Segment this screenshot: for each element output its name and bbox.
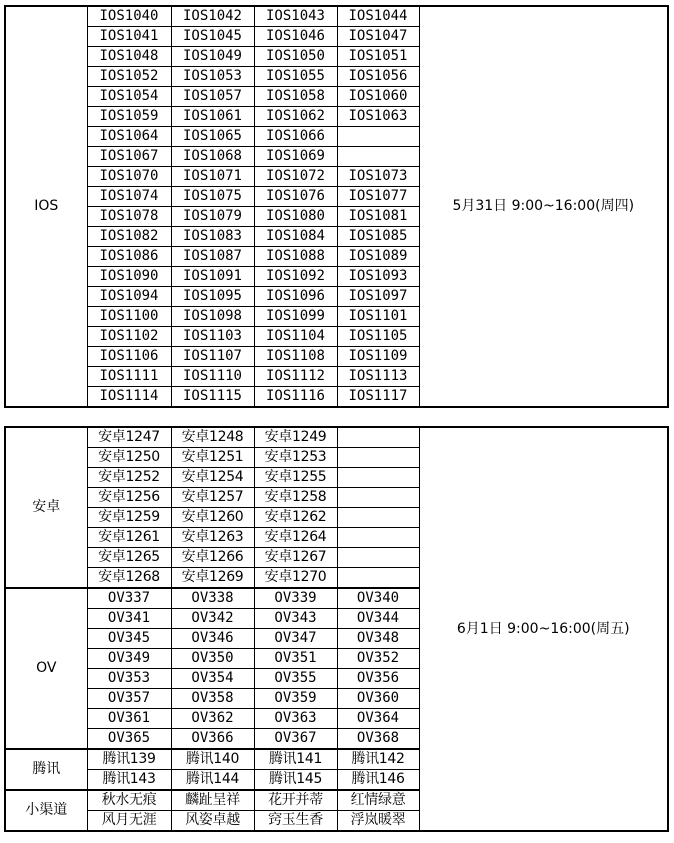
code-cell: 麟趾呈祥 — [171, 790, 254, 811]
code-cell: IOS1050 — [254, 47, 337, 67]
code-cell: OV350 — [171, 649, 254, 669]
code-cell: OV346 — [171, 629, 254, 649]
code-cell: OV341 — [87, 609, 171, 629]
code-cell: 腾讯146 — [337, 770, 419, 791]
code-cell: OV362 — [171, 709, 254, 729]
code-cell: 安卓1267 — [254, 548, 337, 568]
code-cell: 安卓1265 — [87, 548, 171, 568]
code-cell: IOS1107 — [171, 347, 254, 367]
code-cell: 腾讯145 — [254, 770, 337, 791]
code-cell: IOS1079 — [171, 207, 254, 227]
platform-label: 腾讯 — [5, 749, 87, 790]
code-cell: IOS1065 — [171, 127, 254, 147]
code-cell: IOS1110 — [171, 367, 254, 387]
code-cell: 安卓1256 — [87, 488, 171, 508]
code-cell: 风月无涯 — [87, 811, 171, 832]
code-cell: IOS1057 — [171, 87, 254, 107]
code-cell: IOS1111 — [87, 367, 171, 387]
code-cell: IOS1062 — [254, 107, 337, 127]
code-cell: OV366 — [171, 729, 254, 750]
code-cell: 安卓1269 — [171, 568, 254, 589]
code-cell — [337, 427, 419, 448]
platform-label: 安卓 — [5, 427, 87, 588]
code-cell: IOS1085 — [337, 227, 419, 247]
code-cell: IOS1095 — [171, 287, 254, 307]
code-cell: IOS1100 — [87, 307, 171, 327]
code-cell: OV359 — [254, 689, 337, 709]
code-cell: IOS1059 — [87, 107, 171, 127]
table-row — [5, 427, 668, 448]
code-cell: OV364 — [337, 709, 419, 729]
code-cell: OV348 — [337, 629, 419, 649]
code-cell: 安卓1262 — [254, 508, 337, 528]
code-cell: OV353 — [87, 669, 171, 689]
code-cell: IOS1064 — [87, 127, 171, 147]
schedule-date: 5月31日 9:00~16:00(周四) — [419, 6, 668, 407]
code-cell: 安卓1249 — [254, 427, 337, 448]
code-cell — [337, 488, 419, 508]
code-cell: OV343 — [254, 609, 337, 629]
code-cell — [337, 127, 419, 147]
platform-label: OV — [5, 588, 87, 749]
code-cell: 红情绿意 — [337, 790, 419, 811]
code-cell: 安卓1253 — [254, 448, 337, 468]
code-cell: IOS1053 — [171, 67, 254, 87]
code-cell: IOS1105 — [337, 327, 419, 347]
code-cell — [337, 568, 419, 589]
code-cell: IOS1112 — [254, 367, 337, 387]
code-cell: OV361 — [87, 709, 171, 729]
code-cell: IOS1077 — [337, 187, 419, 207]
code-cell — [337, 508, 419, 528]
code-cell: IOS1103 — [171, 327, 254, 347]
code-cell: OV342 — [171, 609, 254, 629]
code-cell: IOS1086 — [87, 247, 171, 267]
code-cell: OV338 — [171, 588, 254, 609]
code-cell: IOS1097 — [337, 287, 419, 307]
platform-label: IOS — [5, 6, 87, 407]
code-cell: IOS1073 — [337, 167, 419, 187]
code-cell: IOS1067 — [87, 147, 171, 167]
code-cell: IOS1082 — [87, 227, 171, 247]
code-cell: IOS1116 — [254, 387, 337, 408]
code-cell: 安卓1261 — [87, 528, 171, 548]
code-cell: IOS1069 — [254, 147, 337, 167]
code-cell: 安卓1264 — [254, 528, 337, 548]
code-cell: IOS1051 — [337, 47, 419, 67]
code-cell: 安卓1259 — [87, 508, 171, 528]
code-cell: IOS1044 — [337, 6, 419, 27]
code-cell: 花开并蒂 — [254, 790, 337, 811]
code-cell: 安卓1250 — [87, 448, 171, 468]
code-cell: IOS1089 — [337, 247, 419, 267]
code-cell: OV360 — [337, 689, 419, 709]
code-cell: 风姿卓越 — [171, 811, 254, 832]
code-cell: IOS1106 — [87, 347, 171, 367]
code-cell: 安卓1251 — [171, 448, 254, 468]
code-cell: IOS1084 — [254, 227, 337, 247]
code-cell: IOS1092 — [254, 267, 337, 287]
code-cell: 安卓1255 — [254, 468, 337, 488]
code-cell: 腾讯143 — [87, 770, 171, 791]
code-cell: IOS1094 — [87, 287, 171, 307]
code-cell: IOS1081 — [337, 207, 419, 227]
code-cell: OV355 — [254, 669, 337, 689]
code-cell: 腾讯139 — [87, 749, 171, 770]
schedule-date: 6月1日 9:00~16:00(周五) — [419, 427, 668, 831]
code-cell: IOS1101 — [337, 307, 419, 327]
code-cell: OV352 — [337, 649, 419, 669]
code-cell: 安卓1260 — [171, 508, 254, 528]
code-cell — [337, 468, 419, 488]
code-cell: IOS1055 — [254, 67, 337, 87]
code-cell: IOS1102 — [87, 327, 171, 347]
code-cell: IOS1043 — [254, 6, 337, 27]
code-cell — [337, 548, 419, 568]
code-cell: 腾讯141 — [254, 749, 337, 770]
code-cell: OV356 — [337, 669, 419, 689]
code-cell: OV344 — [337, 609, 419, 629]
code-cell: OV367 — [254, 729, 337, 750]
code-cell: 浮岚暖翠 — [337, 811, 419, 832]
code-cell: IOS1068 — [171, 147, 254, 167]
code-cell — [337, 448, 419, 468]
code-cell: IOS1083 — [171, 227, 254, 247]
code-cell: IOS1090 — [87, 267, 171, 287]
code-cell: OV351 — [254, 649, 337, 669]
code-cell: IOS1108 — [254, 347, 337, 367]
code-cell: 安卓1254 — [171, 468, 254, 488]
code-cell: IOS1098 — [171, 307, 254, 327]
code-cell: IOS1054 — [87, 87, 171, 107]
code-cell: 安卓1247 — [87, 427, 171, 448]
code-cell: 安卓1258 — [254, 488, 337, 508]
code-cell: IOS1093 — [337, 267, 419, 287]
code-cell: IOS1061 — [171, 107, 254, 127]
code-cell: 安卓1266 — [171, 548, 254, 568]
code-cell: 安卓1268 — [87, 568, 171, 589]
code-cell: IOS1088 — [254, 247, 337, 267]
code-cell: IOS1052 — [87, 67, 171, 87]
code-cell: IOS1115 — [171, 387, 254, 408]
code-cell: OV340 — [337, 588, 419, 609]
code-cell: IOS1091 — [171, 267, 254, 287]
code-cell: OV368 — [337, 729, 419, 750]
code-cell: OV345 — [87, 629, 171, 649]
code-cell: IOS1109 — [337, 347, 419, 367]
code-cell: OV363 — [254, 709, 337, 729]
code-cell: IOS1041 — [87, 27, 171, 47]
code-cell: IOS1045 — [171, 27, 254, 47]
code-cell — [337, 147, 419, 167]
code-cell: IOS1063 — [337, 107, 419, 127]
code-cell: IOS1070 — [87, 167, 171, 187]
code-cell: IOS1080 — [254, 207, 337, 227]
code-cell: IOS1066 — [254, 127, 337, 147]
code-cell: IOS1072 — [254, 167, 337, 187]
code-cell: 秋水无痕 — [87, 790, 171, 811]
code-cell: IOS1096 — [254, 287, 337, 307]
code-cell: IOS1048 — [87, 47, 171, 67]
code-cell: IOS1060 — [337, 87, 419, 107]
code-cell: IOS1058 — [254, 87, 337, 107]
code-cell: IOS1078 — [87, 207, 171, 227]
code-cell: 安卓1252 — [87, 468, 171, 488]
code-cell: IOS1075 — [171, 187, 254, 207]
code-cell: IOS1042 — [171, 6, 254, 27]
code-cell: OV349 — [87, 649, 171, 669]
code-cell: OV354 — [171, 669, 254, 689]
table-row — [5, 6, 668, 27]
code-cell: 安卓1270 — [254, 568, 337, 589]
code-cell: OV337 — [87, 588, 171, 609]
code-cell: OV339 — [254, 588, 337, 609]
code-cell: 腾讯144 — [171, 770, 254, 791]
code-cell: 安卓1263 — [171, 528, 254, 548]
code-cell: 安卓1248 — [171, 427, 254, 448]
code-cell: IOS1104 — [254, 327, 337, 347]
platform-label: 小渠道 — [5, 790, 87, 831]
code-cell: IOS1113 — [337, 367, 419, 387]
code-cell: 窍玉生香 — [254, 811, 337, 832]
code-cell: IOS1046 — [254, 27, 337, 47]
code-cell: IOS1076 — [254, 187, 337, 207]
code-cell: OV347 — [254, 629, 337, 649]
code-cell — [337, 528, 419, 548]
code-cell: IOS1056 — [337, 67, 419, 87]
code-cell: OV357 — [87, 689, 171, 709]
code-cell: IOS1047 — [337, 27, 419, 47]
code-cell: IOS1071 — [171, 167, 254, 187]
code-cell: IOS1087 — [171, 247, 254, 267]
schedule-table-ios — [4, 5, 669, 408]
code-cell: IOS1117 — [337, 387, 419, 408]
code-cell: 腾讯140 — [171, 749, 254, 770]
schedule-table-android-ov-tencent-channels — [4, 426, 669, 832]
code-cell: IOS1074 — [87, 187, 171, 207]
code-cell: IOS1114 — [87, 387, 171, 408]
code-cell: IOS1099 — [254, 307, 337, 327]
code-cell: 安卓1257 — [171, 488, 254, 508]
code-cell: IOS1049 — [171, 47, 254, 67]
code-cell: OV358 — [171, 689, 254, 709]
code-cell: IOS1040 — [87, 6, 171, 27]
code-cell: OV365 — [87, 729, 171, 750]
code-cell: 腾讯142 — [337, 749, 419, 770]
